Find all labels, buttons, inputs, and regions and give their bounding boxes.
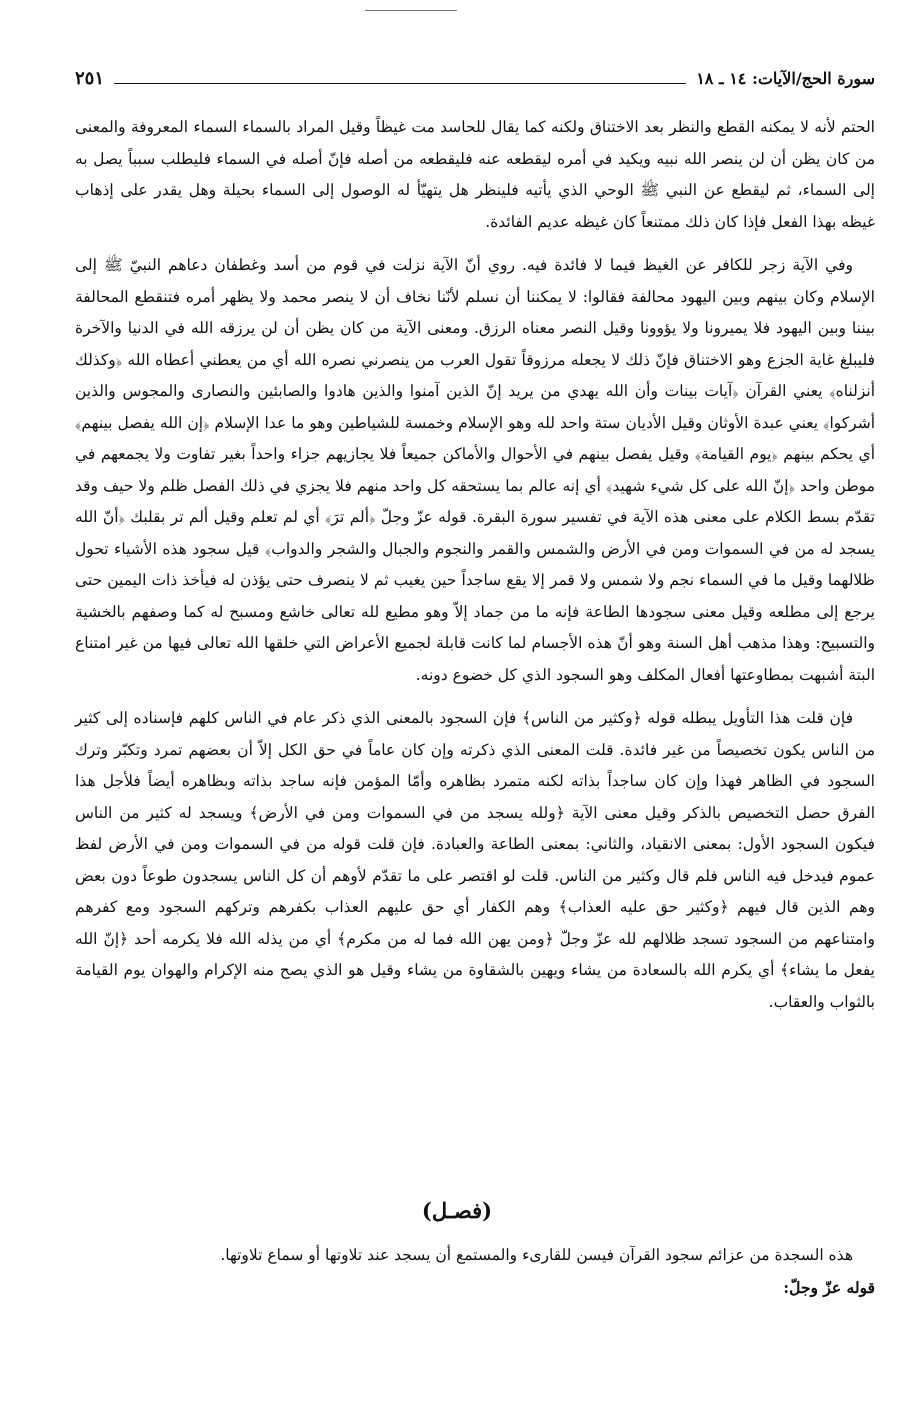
footer-text <box>75 1240 875 1303</box>
top-rule <box>365 10 457 11</box>
paragraph: الحتم لأنه لا يمكنه القطع والنظر بعد الاختناق ولكنه كما يقال للحاسد مت غيظاً وقيل المراد بالسماء السماء المعروفة والمعنى من كان يظن أن لن ينصر الله نبيه ويكيد في أمره ليقطعه عنه فليقطعه من أصله فإنّ أصله في السماء فليطلب سبباً يصل به إلى السماء، ثم ليقطع عن النبي ﷺ الوحي الذي يأتيه فلينظر هل يتهيّأ له الوصول إلى السماء بحيلة وهل يقدر على إذهاب غيظه بهذا الفعل فإذا كان ذلك ممتنعاً كان غيظه عديم الفائدة. <box>75 118 875 231</box>
header-title: سورة الحج/الآيات: ١٤ ـ ١٨ <box>696 68 875 88</box>
page-header <box>75 64 875 92</box>
body-text <box>75 112 875 1030</box>
paragraph: فإن قلت هذا التأويل يبطله قوله ﴿وكثير من الناس﴾ فإن السجود بالمعنى الذي ذكر عام في الناس كلهم فإسناده إلى كثير من الناس يكون تخصيصاً من غير فائدة. قلت المعنى الذي ذكرته وإن كان عاماً في حق الكل إلاّ أن بعضهم تمرد وتكبّر وترك السجود في الظاهر فهذا وإن كان ساجداً بذاته لكنه متمرد بظاهره وأمّا المؤمن فإنه ساجد بذاته وبظاهره أيضاً فلأجل هذا الفرق حصل التخصيص بالذكر وقيل معنى الآية ﴿ولله يسجد من في السموات ومن في الأرض﴾ ويسجد له كثير من الناس فيكون السجود الأول: بمعنى الانقياد، والثاني: بمعنى الطاعة والعبادة. فإن قلت قوله من في السموات ومن في الأرض لفظ عموم فيدخل فيه الناس فلم قال وكثير من الناس. قلت لو اقتصر على ما تقدّم لأوهم أن كل الناس يسجدون طوعاً دون بعض وهم الذين قال فيهم ﴿وكثير حق عليه العذاب﴾ وهم الكفار أي حق عليهم العذاب بكفرهم وتركهم السجود ومع كفرهم وامتناعهم من السجود تسجد ظلالهم لله عزّ وجلّ ﴿ومن يهن الله فما له من مكرم﴾ أي من يذله الله فلا يكرمه أحد ﴿إنّ الله يفعل ما يشاء﴾ أي يكرم الله بالسعادة من يشاء ويهين بالشقاوة من يشاء وقيل هو الذي يصح منه الإكرام والهوان يوم القيامة بالثواب والعقاب. <box>75 709 875 1011</box>
paragraph-lead: قوله عزّ وجلّ: <box>783 1277 875 1297</box>
page-number: ٢٥١ <box>75 67 105 89</box>
header-rule <box>114 83 686 84</box>
section-title: (فصـل) <box>421 1198 493 1223</box>
paragraph: هذه السجدة من عزائم سجود القرآن فيسن للقارىء والمستمع أن يسجد عند تلاوتها أو سماع تلاوتها. <box>220 1246 853 1264</box>
paragraph: وفي الآية زجر للكافر عن الغيظ فيما لا فائدة فيه. روي أنّ الآية نزلت في قوم من أسد وغطفان دعاهم النبيّ ﷺ إلى الإسلام وكان بينهم وبين اليهود محالفة فقالوا: لا يمكننا أن نسلم لأنّنا نخاف أن لا ينصر محمد ولا يظهر أمره فتنقطع المحالفة بيننا وبين اليهود فلا يميرونا ولا يؤوونا وقيل النصر معناه الرزق. ومعنى الآية من كان يظن أن لن يرزقه الله في الدنيا والآخرة فليبلغ غاية الجزع وهو الاختناق فإنّ ذلك لا يجعله مرزوقاً تقول العرب من ينصرني نصره الله أي من يعطني أعطاه الله ﴿وكذلك أنزلناه﴾ يعني القرآن ﴿آيات بينات وأن الله يهدي من يريد إنّ الذين آمنوا والذين هادوا والصابئين والنصارى والمجوس والذين أشركوا﴾ يعني عبدة الأوثان وقيل الأديان ستة واحد لله وهو الإسلام وخمسة للشياطين وهو ما عدا الإسلام ﴿إن الله يفصل بينهم﴾ أي يحكم بينهم ﴿يوم القيامة﴾ وقيل يفصل بينهم في الأحوال والأماكن جميعاً فلا يجازيهم جزاء واحداً بغير تفاوت ولا يجمعهم في موطن واحد ﴿إنّ الله على كل شيء شهيد﴾ أي إنه عالم بما يستحقه كل واحد منهم فلا يجزي في ذلك الفصل ظلم ولا حيف وقد تقدّم بسط الكلام على معنى هذه الآية في تفسير سورة البقرة. قوله عزّ وجلّ ﴿ألم ترَ﴾ أي لم تعلم وقيل ألم تر بقلبك ﴿أنّ الله يسجد له من في السموات ومن في الأرض والشمس والقمر والنجوم والجبال والشجر والدواب﴾ قيل سجود هذه الأشياء تحول ظلالهما وقيل ما في السماء نجم ولا شمس ولا قمر إلا يقع ساجداً حين يغيب ثم لا ينصرف حتى يؤذن له فيأخذ ذات اليمين حتى يرجع إلى مطلعه وقيل معنى سجودها الطاعة فإنه ما من جماد إلاّ وهو مطيع لله تعالى خاشع ومسبح له كما وصفهم بالخشية والتسبيح: وهذا مذهب أهل السنة وهو أنّ هذه الأجسام لما كانت قابلة لجميع الأعراض التي خلقها الله تعالى فيها من غير امتناع البتة أشبهت بمطاوعتها أفعال المكلف وهو السجود الذي كل خضوع دونه. <box>75 256 875 684</box>
